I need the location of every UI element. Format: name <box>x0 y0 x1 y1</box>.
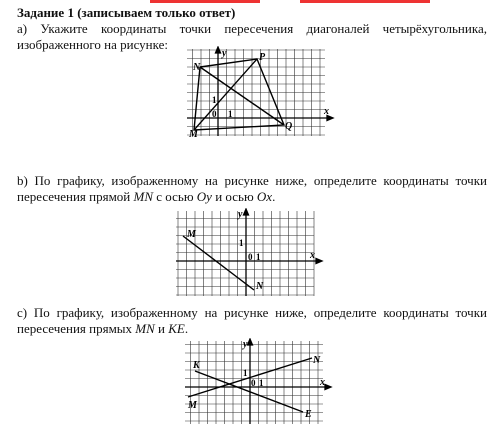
top-red-mark-1 <box>150 0 260 3</box>
task-c-label-N: N <box>313 355 321 366</box>
task-c-text-part3: . <box>184 321 189 336</box>
task-c-label-K: K <box>193 360 200 371</box>
task-b-figure <box>174 208 324 298</box>
task-a-y-arrow <box>216 47 221 53</box>
task-c-text-part1: с) По графику, изображенному на рисунке ниже, определите координаты точки пересечения прямых <box>17 305 487 336</box>
task-a-tick-origin: 0 <box>212 109 217 119</box>
task-b-line-name: MN <box>133 189 154 204</box>
task-a-label-Q: Q <box>285 121 293 132</box>
task-b-y-arrow <box>244 209 249 215</box>
task-c-tick-origin: 0 <box>251 378 256 388</box>
task-a-label-M: M <box>189 129 198 138</box>
task-c-figure <box>183 338 333 426</box>
task-b-text <box>17 173 487 205</box>
task-c-label-y: y <box>243 339 248 350</box>
top-decoration <box>0 0 500 3</box>
task-c-label-M: M <box>188 400 197 411</box>
task-title: Задание 1 (записываем только ответ) <box>17 5 236 20</box>
task-b-text-part4: . <box>272 189 276 204</box>
task-a-label-x: x <box>324 106 329 117</box>
task-a-grid <box>187 49 325 136</box>
task-b-text-part3: и осью <box>211 189 257 204</box>
task-b-label-N: N <box>256 281 264 292</box>
task-a-label-N: N <box>193 62 201 73</box>
task-a-label-y: y <box>222 48 227 59</box>
task-b-tick-origin: 0 <box>248 252 253 262</box>
task-c-line-mn: MN <box>135 321 155 336</box>
task-c-text <box>17 305 487 337</box>
task-b-label-M: M <box>187 229 196 240</box>
task-c-y-arrow <box>248 339 253 345</box>
top-red-mark-2 <box>300 0 430 3</box>
task-b-label-x: x <box>310 250 315 261</box>
task-b-x-arrow <box>316 259 322 264</box>
task-b-text-part2: с осью <box>153 189 197 204</box>
task-a-figure <box>185 46 335 138</box>
task-b-tick-x-1: 1 <box>256 252 261 262</box>
task-a-tick-x-1: 1 <box>228 109 233 119</box>
task-b-axis-oy: Oy <box>196 189 212 204</box>
task-a-label-P: P <box>259 52 266 63</box>
task-a-tick-y-1: 1 <box>212 95 217 105</box>
task-c-label-x: x <box>320 377 325 388</box>
task-c-x-arrow <box>325 385 331 390</box>
task-a-text: а) Укажите координаты точки пересечения диагоналей четырёхугольника, изображенного на рисунке: <box>17 21 487 52</box>
task-b-text-part1: b) По графику, изображенному на рисунке ниже, определите координаты точки пересечения прямой <box>17 173 487 204</box>
task-c-tick-x-1: 1 <box>259 378 264 388</box>
task-c-text-part2: и <box>154 321 169 336</box>
task-b-label-y: y <box>238 209 243 220</box>
task-c-line-ke: KE <box>168 321 185 336</box>
task-b-axis-ox: Ox <box>256 189 273 204</box>
task-c-label-E: E <box>305 409 312 420</box>
task-a-quadrilateral <box>194 59 284 130</box>
task-c-tick-y-1: 1 <box>243 368 248 378</box>
task-b-tick-y-1: 1 <box>239 238 244 248</box>
